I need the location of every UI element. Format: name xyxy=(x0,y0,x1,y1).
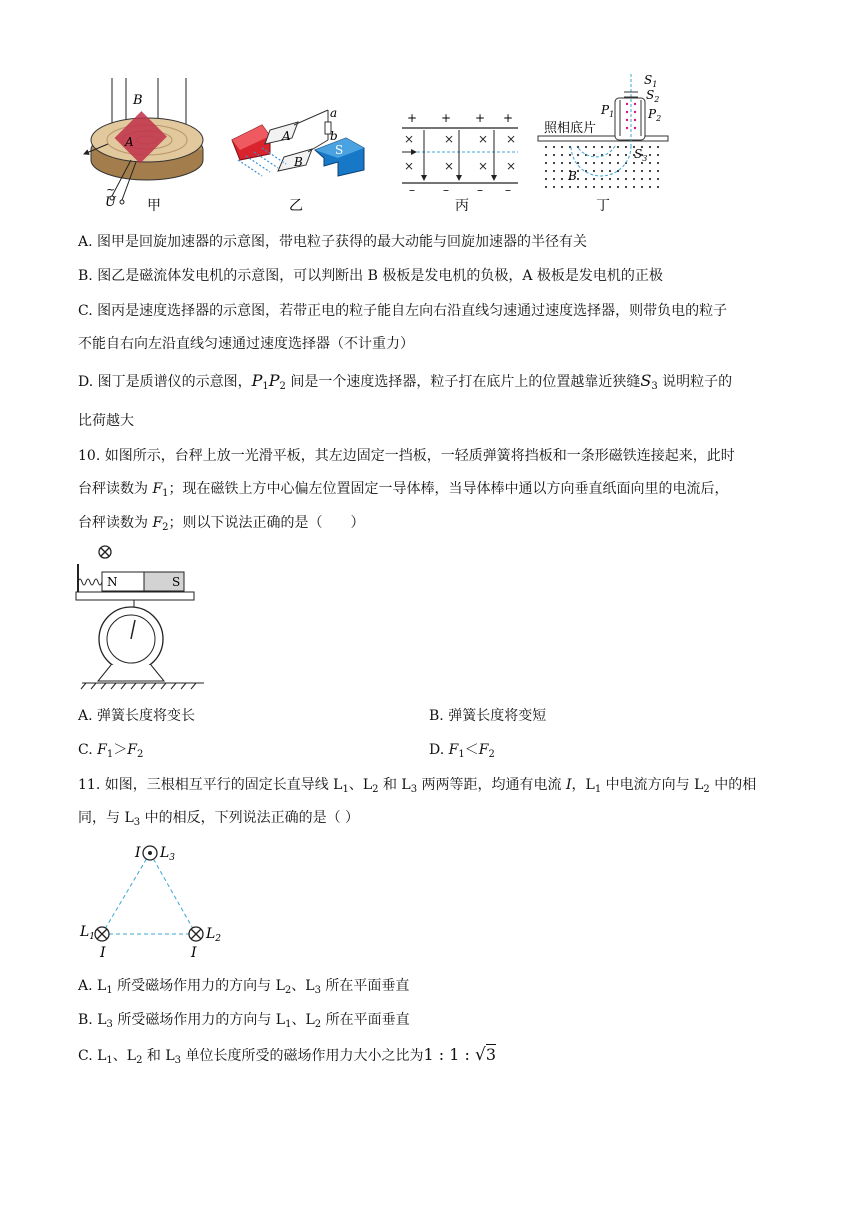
field-dot xyxy=(649,162,651,164)
q10-option-a: A. 弹簧长度将变长 xyxy=(78,708,196,724)
q10-stem-line1: 10. 如图所示，台秤上放一光滑平板，其左边固定一挡板，一轻质弹簧将挡板和一条形磁铁连接起来，此时 xyxy=(78,448,735,464)
L1-label: $L_1$ xyxy=(80,924,96,942)
field-dot xyxy=(617,154,619,156)
field-dot xyxy=(569,162,571,164)
svg-text:+: + xyxy=(407,111,418,125)
field-dot xyxy=(585,146,587,148)
mhd-B-label: B xyxy=(294,155,303,169)
mhd-a-label: a xyxy=(330,106,338,120)
svg-text:×: × xyxy=(444,159,455,173)
q11-wires-figure xyxy=(74,838,234,963)
field-dot xyxy=(633,178,635,180)
field-dot xyxy=(633,170,635,172)
field-dot xyxy=(569,186,571,188)
magnet-N-label: N xyxy=(107,575,118,589)
field-dot xyxy=(625,146,627,148)
q10-option-b: B. 弹簧长度将变短 xyxy=(429,708,547,724)
field-dot xyxy=(657,170,659,172)
svg-text:–: – xyxy=(505,183,511,197)
field-dot xyxy=(649,170,651,172)
cyclotron-U-label: U xyxy=(105,195,116,210)
svg-text:+: + xyxy=(503,111,514,125)
q11-stem-line1: 11. 如图，三根相互平行的固定长直导线 $L_1$、$L_2$ 和 $L_3$ 两两等距，均通有电流 I，$L_1$ 中电流方向与 $L_2$ 中的相 xyxy=(78,777,757,795)
mass-spec-B-label: B xyxy=(568,169,577,183)
wire-L2-into-page-icon xyxy=(189,927,203,941)
field-dot xyxy=(601,146,603,148)
mhd-generator-figure xyxy=(232,106,364,176)
L2-label: $L_2$ xyxy=(206,926,222,944)
svg-text:–: – xyxy=(443,183,449,197)
field-dot xyxy=(609,162,611,164)
field-dot xyxy=(649,154,651,156)
field-dot xyxy=(649,178,651,180)
field-dot xyxy=(593,170,595,172)
field-dot xyxy=(633,162,635,164)
field-dot xyxy=(577,170,579,172)
P2-label: $P_2$ xyxy=(648,107,662,123)
svg-text:–: – xyxy=(477,183,483,197)
mass-spectrometer-figure xyxy=(538,73,668,188)
wire-L3-out-of-page-icon xyxy=(143,846,157,860)
field-dot xyxy=(641,170,643,172)
mhd-A-label: A xyxy=(282,129,291,143)
field-dot xyxy=(561,178,563,180)
field-dot xyxy=(561,170,563,172)
q9-option-c-line2: 不能自右向左沿直线匀速通过速度选择器（不计重力） xyxy=(78,336,414,352)
field-dot xyxy=(609,186,611,188)
field-dot xyxy=(617,146,619,148)
field-dot xyxy=(625,170,627,172)
field-dot xyxy=(553,178,555,180)
caption-yi: 乙 xyxy=(289,198,303,214)
field-dot xyxy=(593,186,595,188)
caption-bing: 丙 xyxy=(455,198,469,214)
wire-L1-into-page-icon xyxy=(95,927,109,941)
field-dot xyxy=(545,178,547,180)
field-dot xyxy=(617,162,619,164)
field-dot xyxy=(657,186,659,188)
svg-text:×: × xyxy=(404,132,415,146)
field-dot xyxy=(625,178,627,180)
field-dot xyxy=(633,186,635,188)
L2-current-label: I xyxy=(191,945,197,961)
field-dot xyxy=(577,186,579,188)
field-dot xyxy=(577,178,579,180)
field-dot xyxy=(545,162,547,164)
field-dot xyxy=(593,178,595,180)
field-dot xyxy=(585,178,587,180)
field-dot xyxy=(657,162,659,164)
q9-figures xyxy=(0,0,860,215)
q9-option-b: B. 图乙是磁流体发电机的示意图，可以判断出 B 极板是发电机的负极，A 极板是发电机的正极 xyxy=(78,268,663,284)
svg-text:–: – xyxy=(409,183,415,197)
field-dot xyxy=(545,186,547,188)
field-dot xyxy=(585,162,587,164)
field-dot xyxy=(553,186,555,188)
caption-jia: 甲 xyxy=(147,198,161,214)
field-dot xyxy=(641,178,643,180)
field-dot xyxy=(545,170,547,172)
field-dot xyxy=(553,170,555,172)
svg-text:+: + xyxy=(441,111,452,125)
field-dot xyxy=(649,146,651,148)
svg-text:×: × xyxy=(506,159,517,173)
q10-stem-line3: 台秤读数为 $F_2$；则以下说法正确的是（ ） xyxy=(78,515,365,533)
L1-current-label: I xyxy=(100,945,106,961)
field-dot xyxy=(657,146,659,148)
field-dot xyxy=(561,146,563,148)
cyclotron-figure xyxy=(84,78,203,210)
field-dot xyxy=(545,146,547,148)
q10-scale-figure xyxy=(74,540,244,690)
field-dot xyxy=(657,154,659,156)
q9-option-a: A. 图甲是回旋加速器的示意图，带电粒子获得的最大动能与回旋加速器的半径有关 xyxy=(78,234,588,250)
field-dot xyxy=(593,154,595,156)
q10-option-d: D. $F_1<F_2$ xyxy=(429,742,495,760)
svg-text:×: × xyxy=(506,132,517,146)
q11-stem-line2: 同，与 $L_3$ 中的相反，下列说法正确的是（ ） xyxy=(78,810,360,828)
q9-option-c-line1: C. 图丙是速度选择器的示意图，若带正电的粒子能自左向右沿直线匀速通过速度选择器，则带负电的粒子 xyxy=(78,303,728,319)
mhd-S-label: S xyxy=(335,143,344,157)
field-dot xyxy=(601,170,603,172)
q10-stem-line2: 台秤读数为 $F_1$；现在磁铁上方中心偏左位置固定一导体棒，当导体棒中通以方向垂直纸面向里的电流后， xyxy=(78,481,729,499)
velocity-selector-figure xyxy=(402,111,518,197)
field-dot xyxy=(553,146,555,148)
cyclotron-B-label: B xyxy=(133,93,143,108)
field-dot xyxy=(625,154,627,156)
field-dot xyxy=(641,186,643,188)
svg-text:×: × xyxy=(404,159,415,173)
field-dot xyxy=(609,146,611,148)
q9-option-d-line1: D. 图丁是质谱仪的示意图，$P_1P_2$ 间是一个速度选择器，粒子打在底片上的位置越靠近狭缝$S_3$ 说明粒子的 xyxy=(78,371,733,392)
caption-ding: 丁 xyxy=(596,198,610,214)
svg-text:×: × xyxy=(444,132,455,146)
mhd-b-label: b xyxy=(330,129,338,143)
conductor-into-page-icon xyxy=(99,546,111,558)
q11-option-c: C. $L_1$、$L_2$ 和 $L_3$ 单位长度所受的磁场作用力大小之比为1 : 1 : √3 xyxy=(78,1045,497,1066)
P1-label: $P_1$ xyxy=(601,103,615,119)
magnet-S-label: S xyxy=(172,575,181,589)
field-dot xyxy=(569,154,571,156)
L3-label: $L_3$ xyxy=(160,845,176,863)
field-dot xyxy=(625,186,627,188)
svg-text:×: × xyxy=(478,159,489,173)
field-dot xyxy=(577,154,579,156)
field-dot xyxy=(561,186,563,188)
S1-label: $S_1$ xyxy=(644,73,658,89)
svg-text:~: ~ xyxy=(106,183,116,196)
L3-current-label: I xyxy=(135,845,141,861)
q9-option-d-line2: 比荷越大 xyxy=(78,413,134,429)
field-dot xyxy=(577,162,579,164)
field-dot xyxy=(553,154,555,156)
field-dot xyxy=(617,186,619,188)
field-dot xyxy=(609,154,611,156)
field-dot xyxy=(561,154,563,156)
field-dot xyxy=(553,162,555,164)
cyclotron-A-label: A xyxy=(125,135,134,149)
field-dot xyxy=(593,162,595,164)
field-dot xyxy=(649,186,651,188)
field-dot xyxy=(593,146,595,148)
field-dot xyxy=(609,170,611,172)
q10-option-c: C. $F_1>F_2$ xyxy=(78,742,144,760)
film-label: 照相底片 xyxy=(544,121,597,136)
q11-option-b: B. $L_3$ 所受磁场作用力的方向与 $L_1$、$L_2$ 所在平面垂直 xyxy=(78,1012,410,1030)
S2-label: $S_2$ xyxy=(646,88,660,104)
q11-option-a: A. $L_1$ 所受磁场作用力的方向与 $L_2$、$L_3$ 所在平面垂直 xyxy=(78,978,410,996)
field-dot xyxy=(601,162,603,164)
svg-text:×: × xyxy=(478,132,489,146)
field-dot xyxy=(617,178,619,180)
field-dot xyxy=(561,162,563,164)
field-dot xyxy=(585,186,587,188)
field-dot xyxy=(545,154,547,156)
field-dot xyxy=(657,178,659,180)
field-dot xyxy=(601,178,603,180)
S3-label: $S_3$ xyxy=(634,147,648,163)
svg-text:+: + xyxy=(475,111,486,125)
field-dot xyxy=(609,178,611,180)
field-dot xyxy=(601,186,603,188)
